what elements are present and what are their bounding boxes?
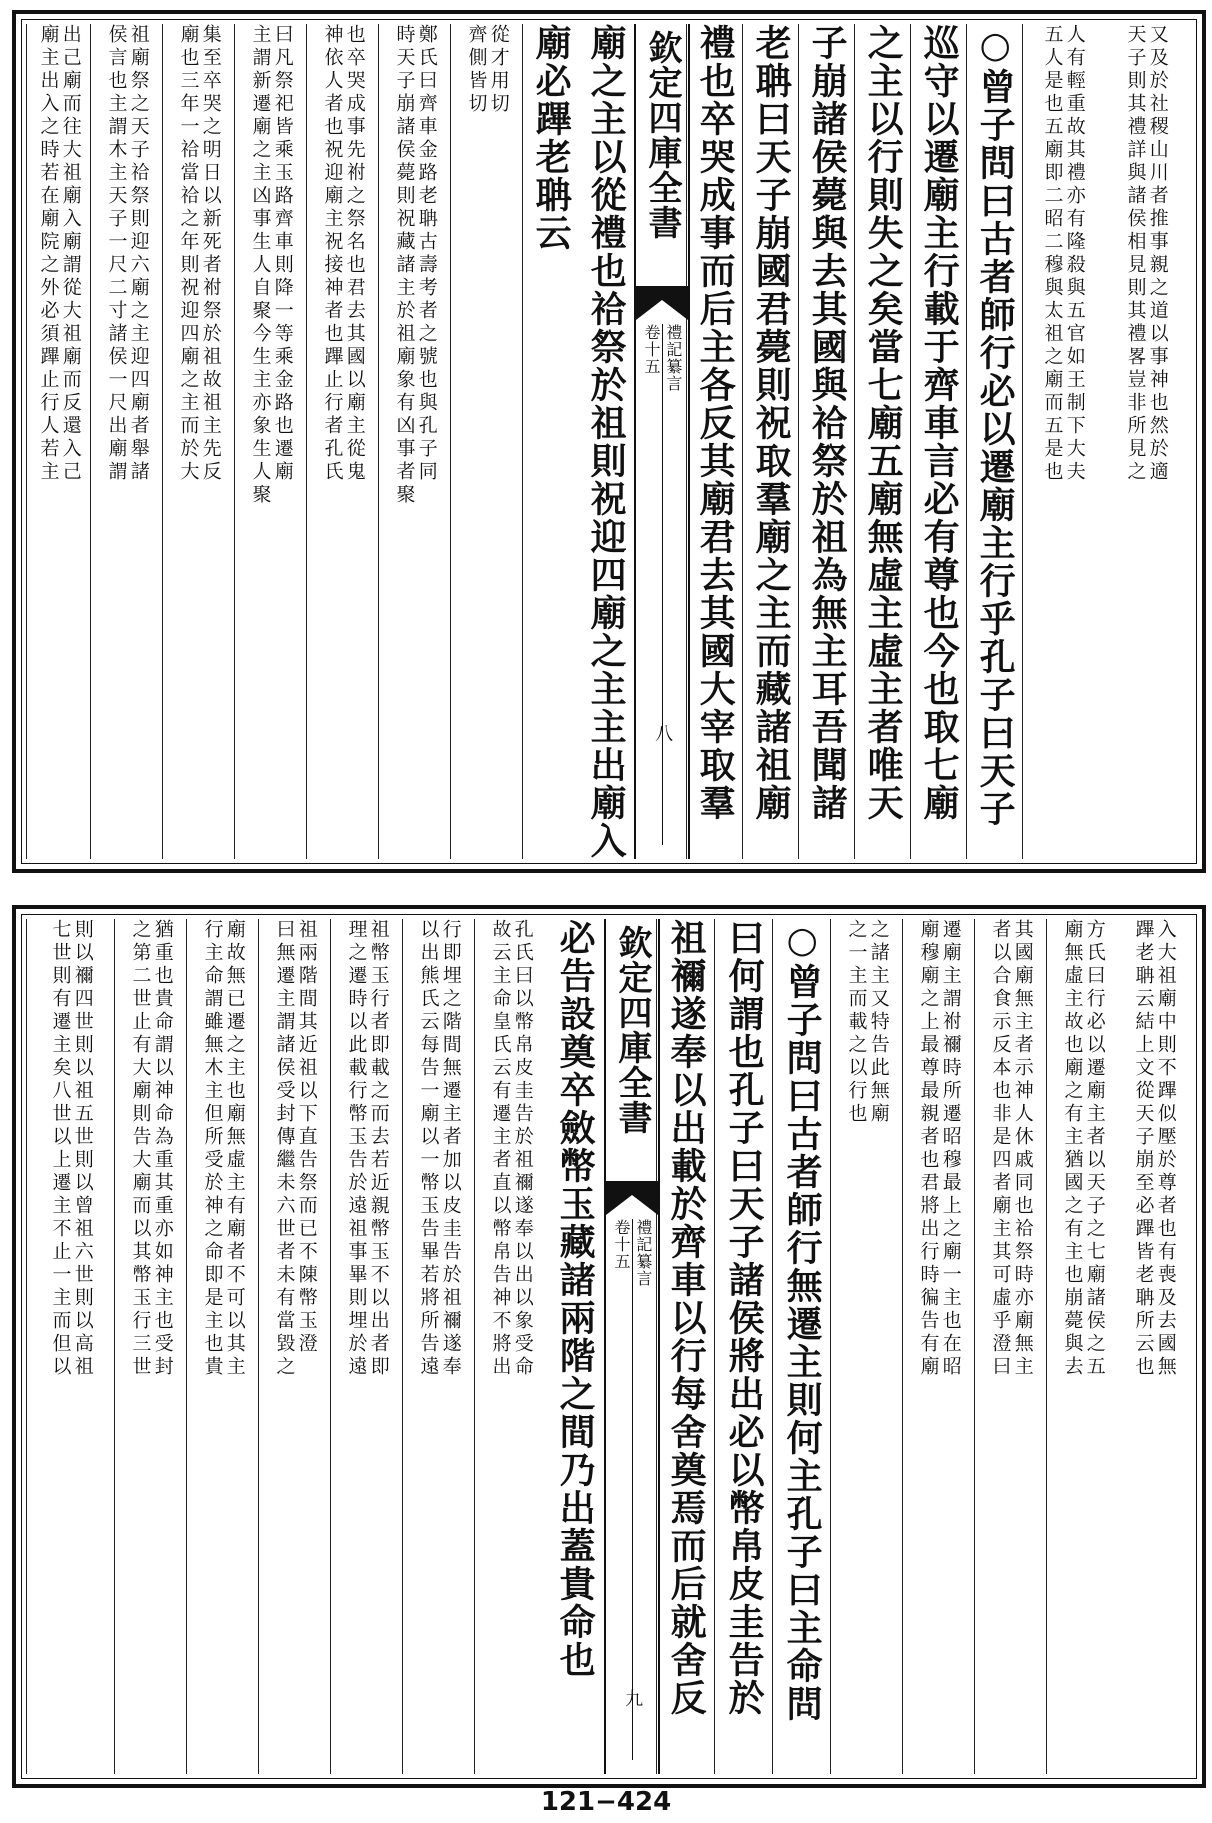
- commentary-line: 之一主而載之以行也: [845, 919, 868, 1126]
- main-text-line: 廟之主以從禮也祫祭於祖則祝迎四廟之主主出廟入: [585, 24, 628, 860]
- main-text-line: 子崩諸侯薨與去其國與祫祭於祖為無主耳吾聞諸: [806, 24, 849, 822]
- commentary-line: 廟主出入之時若在廟院之外必須蹕止行人若主: [37, 24, 60, 484]
- commentary-line: 蹕老聃云結上文從天子崩至必蹕皆老聃所云也: [1132, 919, 1155, 1379]
- fishtail-mark-icon: [636, 286, 688, 320]
- commentary-line: 祖兩階間其近祖以下直告祭而已不陳幣玉澄: [295, 919, 318, 1356]
- commentary-line: 其國廟無主者示神人休戚同也祫祭時亦廟無主: [1011, 919, 1034, 1379]
- commentary-line: 廟也三年一祫當祫之年則祝迎四廟之主而於大: [177, 24, 200, 484]
- main-text-line: 廟必蹕老聃云: [530, 24, 573, 252]
- main-text-column: [772, 919, 831, 1774]
- commentary-line: 入大祖廟中則不蹕似壓於尊者也有喪及去國無: [1154, 919, 1177, 1379]
- commentary-column: [258, 919, 331, 1774]
- main-text-column: [854, 24, 911, 859]
- main-text-line: 巡守以遷廟主行載于齊車言必有尊也今也取七廟: [918, 24, 961, 822]
- main-text-column: [686, 24, 743, 859]
- book-title: 禮記纂言: [633, 1219, 653, 1287]
- main-text-column: [656, 919, 715, 1774]
- commentary-line: 則以禰四世則以祖五世則以曾祖六世則以高祖: [71, 919, 94, 1379]
- commentary-column: [1118, 919, 1190, 1774]
- commentary-line: 也卒哭成事先祔之祭名也君去其國以廟主從鬼: [343, 24, 366, 484]
- main-text-column: [910, 24, 967, 859]
- commentary-line: 齊側皆切: [465, 24, 488, 116]
- volume-label: 卷十五: [642, 324, 661, 375]
- main-text-column: [966, 24, 1023, 859]
- commentary-column: [450, 24, 523, 859]
- commentary-line: 出己廟而往大祖廟入廟謂從大祖廟而反還入己: [59, 24, 82, 484]
- commentary-column: [1102, 24, 1190, 859]
- main-text-column: [546, 919, 604, 1774]
- commentary-column: [1022, 24, 1103, 859]
- commentary-column: [330, 919, 403, 1774]
- center-fold-column: [604, 919, 660, 1774]
- commentary-line: 時天子崩諸侯薨則祝藏諸主於祖廟象有凶事者聚: [393, 24, 416, 507]
- commentary-line: 侯言也主謂木主天子一尺二寸諸侯一尺出廟謂: [105, 24, 128, 484]
- footer-page-number: 121−424: [540, 1787, 672, 1817]
- commentary-column: [474, 919, 547, 1774]
- volume-label: 卷十五: [612, 1219, 631, 1270]
- commentary-line: 鄭氏曰齊車金路老聃古壽考者之號也與孔子同: [415, 24, 438, 484]
- commentary-column: [830, 919, 903, 1774]
- main-text-line: 之主以行則失之矣當七廟五廟無虛主虛主者唯天: [862, 24, 905, 822]
- commentary-column: [90, 24, 163, 859]
- commentary-line: 祖廟祭之天子祫祭則迎六廟之主迎四廟者舉諸: [127, 24, 150, 484]
- commentary-column: [974, 919, 1047, 1774]
- commentary-line: 以出熊氏云每告一廟以一幣玉告畢若將所告遠: [417, 919, 440, 1379]
- main-text-line: 老聃曰天子崩國君薨則祝取羣廟之主而藏諸祖廟: [750, 24, 793, 822]
- commentary-column: [402, 919, 475, 1774]
- book-title: 禮記纂言: [663, 324, 683, 392]
- commentary-line: 遷廟主謂祔禰時所遷昭穆最上之廟一主也在昭: [939, 919, 962, 1379]
- center-rule: [632, 1219, 633, 1760]
- folio-number: 八: [652, 724, 674, 742]
- commentary-line: 又及於社稷山川者推事親之道以事神也然於適: [1146, 24, 1169, 484]
- commentary-line: 神依人者也祝迎廟主祝接神者也蹕止行者孔氏: [321, 24, 344, 484]
- center-fold-column: [634, 24, 690, 859]
- commentary-line: 曰無遷主謂諸侯受封傳繼未六世者未有當毀之: [273, 919, 296, 1379]
- main-text-column: [714, 919, 773, 1774]
- commentary-line: 廟無虛主故也廟之有主猶國之有主也崩薨與去: [1061, 919, 1084, 1379]
- commentary-line: 方氏曰行必以遷廟主者以天子之七廟諸侯之五: [1083, 919, 1106, 1379]
- main-text-column: [578, 24, 634, 859]
- book-info: [606, 1219, 658, 1287]
- commentary-line: 孔氏曰以幣帛皮圭告於祖禰遂奉以出以象受命: [511, 919, 534, 1379]
- main-text-column: [522, 24, 579, 859]
- folio-number: 九: [622, 1689, 644, 1707]
- commentary-line: 猶重也貴命謂以神命為重其重亦如神主也受封: [151, 919, 174, 1379]
- commentary-column: [186, 919, 259, 1774]
- page-bottom-folio-9: [12, 905, 1206, 1788]
- main-text-line: ○曾子問曰古者師行必以遷廟主行乎孔子曰天子: [974, 24, 1017, 828]
- commentary-line: 曰凡祭祀皆乘玉路齊車則降一等乘金路也遷廟: [271, 24, 294, 484]
- commentary-column: [378, 24, 451, 859]
- commentary-column: [234, 24, 307, 859]
- main-text-column: [798, 24, 855, 859]
- commentary-column: [162, 24, 235, 859]
- main-text-line: 曰何謂也孔子曰天子諸侯將出必以幣帛皮圭告於: [723, 919, 766, 1717]
- main-text-line: 祖禰遂奉以出載於齊車以行每舍奠焉而后就舍反: [665, 919, 708, 1717]
- commentary-column: [1046, 919, 1119, 1774]
- commentary-line: 主謂新遷廟之主凶事生人自聚今生主亦象生人聚: [249, 24, 272, 507]
- commentary-line: 者以合食示反本也非是四者廟主其可虛乎澄曰: [989, 919, 1012, 1379]
- commentary-column: [306, 24, 379, 859]
- commentary-line: 祖幣玉行者即載之而去若近親幣玉不以出者即: [367, 919, 390, 1379]
- main-text-column: [742, 24, 799, 859]
- commentary-line: 七世則有遷主矣八世以上遷主不止一主而但以: [49, 919, 72, 1379]
- commentary-column: [902, 919, 975, 1774]
- commentary-line: 行主命謂雖無木主但所受於神之命即是主也貴: [201, 919, 224, 1379]
- commentary-line: 從才用切: [487, 24, 510, 116]
- commentary-line: 之諸主又特告此無廟: [867, 919, 890, 1126]
- collection-title: 欽定四庫全書: [642, 30, 683, 240]
- commentary-line: 故云主命皇氏云有遷主者直以幣帛告神不將出: [489, 919, 512, 1379]
- commentary-line: 之第二世止有大廟則告大廟而以其幣玉行三世: [129, 919, 152, 1379]
- commentary-line: 廟故無已遷之主也廟無虛主有廟者不可以其主: [223, 919, 246, 1379]
- commentary-column: [114, 919, 187, 1774]
- main-text-line: 禮也卒哭成事而后主各反其廟君去其國大宰取羣: [694, 24, 737, 822]
- commentary-line: 集至卒哭之明日以新死者祔祭於祖故祖主先反: [199, 24, 222, 484]
- center-rule: [662, 324, 663, 845]
- commentary-line: 廟穆廟之上最尊最親者也君將出行時徧告有廟: [917, 919, 940, 1379]
- commentary-line: 人有輕重故其禮亦有隆殺與五官如王制下大夫: [1063, 24, 1086, 484]
- commentary-line: 行即埋之階間無遷主者加以皮圭告於祖禰遂奉: [439, 919, 462, 1379]
- commentary-line: 理之遷時以此載行幣玉告於遠祖事畢則埋於遠: [345, 919, 368, 1379]
- commentary-line: 天子則其禮詳與諸侯相見則其禮畧豈非所見之: [1124, 24, 1147, 484]
- page-top-folio-8: [12, 10, 1206, 873]
- main-text-line: 必告設奠卒斂幣玉藏諸兩階之間乃出蓋貴命也: [554, 919, 597, 1679]
- commentary-column: [26, 919, 115, 1774]
- book-info: [636, 324, 688, 392]
- fishtail-mark-icon: [606, 1181, 658, 1215]
- commentary-column: [26, 24, 91, 859]
- commentary-line: 五人是也五廟即二昭二穆與太祖之廟而五是也: [1041, 24, 1064, 484]
- main-text-line: ○曾子問曰古者師行無遷主則何主孔子曰主命問: [781, 919, 824, 1723]
- collection-title: 欽定四庫全書: [612, 925, 653, 1135]
